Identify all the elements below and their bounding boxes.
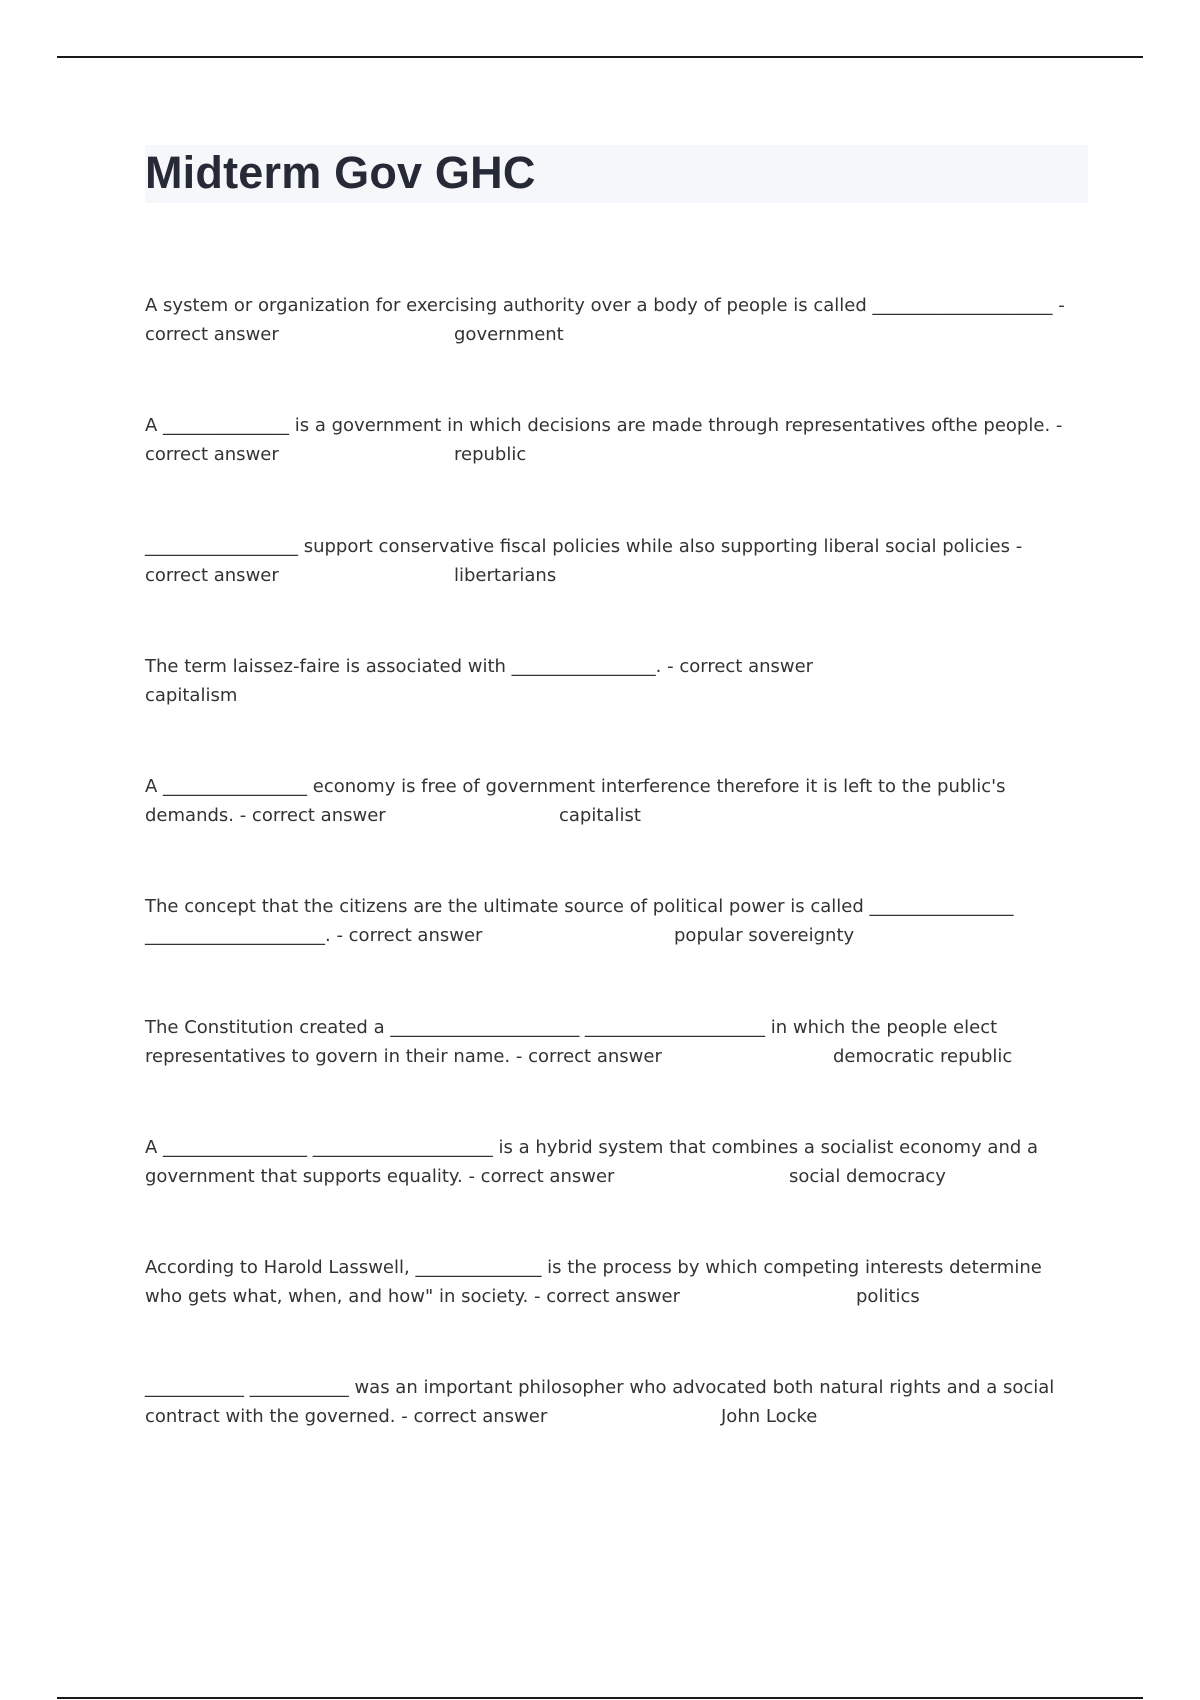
- answer-line: [145, 1282, 1080, 1311]
- answer-line: [145, 801, 1080, 830]
- question-text: The term laissez-faire is associated with ________________. - correct answer: [145, 656, 814, 677]
- question-text: A ______________ is a government in which decisions are made through representatives ofthe people. -: [145, 415, 1063, 436]
- question-text: A system or organization for exercising authority over a body of people is called ____________________ -: [145, 295, 1065, 316]
- question-item: [145, 772, 1080, 830]
- question-item: [145, 892, 1080, 950]
- answer-label: correct answer: [145, 444, 279, 465]
- answer-text: capitalism: [145, 685, 238, 706]
- answer-text: republic: [454, 444, 527, 465]
- answer-label: demands. - correct answer: [145, 805, 386, 826]
- question-item: [145, 1013, 1080, 1071]
- answer-text: politics: [856, 1286, 920, 1307]
- answer-label: contract with the governed. - correct answer: [145, 1406, 548, 1427]
- answer-line: [145, 320, 1080, 349]
- page-title: Midterm Gov GHC: [145, 147, 536, 198]
- answer-line: [145, 561, 1080, 590]
- question-item: [145, 291, 1080, 349]
- answer-label: who gets what, when, and how" in society. - correct answer: [145, 1286, 681, 1307]
- answer-text: social democracy: [789, 1166, 946, 1187]
- question-text: A ________________ economy is free of government interference therefore it is left to the public's: [145, 776, 1006, 797]
- question-text: _________________ support conservative fiscal policies while also supporting liberal social policies -: [145, 536, 1023, 557]
- answer-text: capitalist: [559, 805, 641, 826]
- question-text: According to Harold Lasswell, ______________ is the process by which competing interests determine: [145, 1257, 1042, 1278]
- answer-line: [145, 440, 1080, 469]
- answer-label: government that supports equality. - correct answer: [145, 1166, 615, 1187]
- question-item: [145, 652, 1080, 710]
- answer-line: [145, 1162, 1080, 1191]
- answer-text: government: [454, 324, 564, 345]
- answer-line: [145, 1042, 1080, 1071]
- question-item: [145, 532, 1080, 590]
- bottom-rule: [57, 1697, 1143, 1699]
- question-item: [145, 411, 1080, 469]
- question-text: The Constitution created a _____________________ ____________________ in which the people elect: [145, 1017, 998, 1038]
- answer-label: ____________________. - correct answer: [145, 925, 483, 946]
- answer-label: correct answer: [145, 324, 279, 345]
- answer-text: John Locke: [721, 1406, 818, 1427]
- answer-text: libertarians: [454, 565, 557, 586]
- question-text: ___________ ___________ was an important philosopher who advocated both natural rights and a social: [145, 1377, 1055, 1398]
- top-rule: [57, 56, 1143, 58]
- answer-text: democratic republic: [833, 1046, 1013, 1067]
- answer-text: popular sovereignty: [674, 925, 855, 946]
- question-text: A ________________ ____________________ is a hybrid system that combines a socialist economy and a: [145, 1137, 1039, 1158]
- answer-line: [145, 921, 1080, 950]
- answer-label: correct answer: [145, 565, 279, 586]
- answer-line: [145, 681, 1080, 710]
- answer-label: representatives to govern in their name. - correct answer: [145, 1046, 662, 1067]
- question-item: [145, 1133, 1080, 1191]
- question-text: The concept that the citizens are the ultimate source of political power is called ________________: [145, 896, 1014, 917]
- answer-line: [145, 1402, 1080, 1431]
- question-item: [145, 1373, 1080, 1431]
- question-item: [145, 1253, 1080, 1311]
